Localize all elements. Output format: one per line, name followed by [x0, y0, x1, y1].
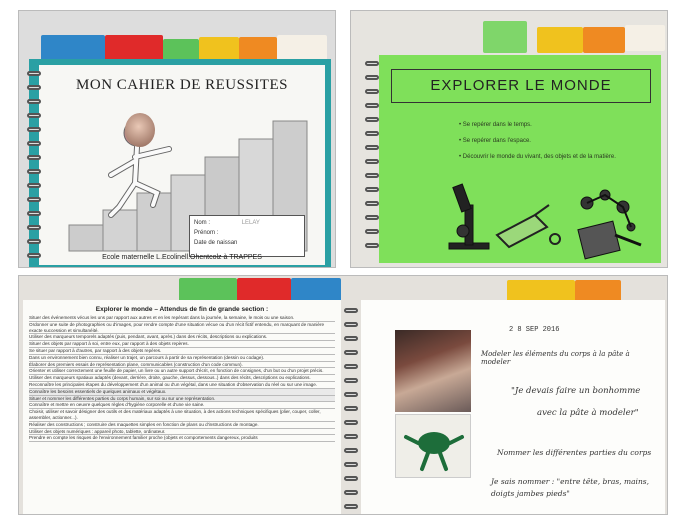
notebook-spiral — [344, 304, 358, 514]
cover-school: Ecole maternelle L.Ecolinell.Ohentcolz à TRAPPES — [102, 254, 262, 261]
explore-page — [379, 55, 661, 263]
list-item: Situer et nommer les différentes parties du corps humain, sur soi ou sur une représentation. — [29, 396, 335, 403]
cover-label-box — [189, 215, 305, 257]
tab-blue — [41, 35, 105, 61]
note-quote-2: avec la pâte à modeler" — [537, 408, 639, 418]
name-label: Nom : — [194, 220, 211, 226]
modeling-photo — [395, 414, 471, 478]
photo-panel-cover — [18, 10, 336, 268]
note-quote-1: "Je devais faire un bonhomme — [511, 386, 641, 396]
clay-figure — [396, 415, 472, 479]
birth-label: Date de naissan — [194, 240, 238, 246]
photo-panel-explore — [350, 10, 668, 268]
list-item: Utiliser des objets numériques : appareil photo, tablette, ordinateur. — [29, 429, 335, 436]
tab-white — [277, 35, 327, 61]
list-item: Connaître les besoins essentiels de quelques animaux et végétaux. — [29, 389, 335, 396]
bullet-3: • Découvrir le monde du vivant, des objets et de la matière. — [459, 154, 616, 160]
list-item: Situer des événements vécus les uns par rapport aux autres et en les repérant dans la journée, la semaine, le mois ou une saison. — [29, 315, 335, 322]
photo-panel-notebook — [18, 275, 668, 515]
list-item: Prendre en compte les risques de l'environnement familier proche (objets et comportements dangereux, produits — [29, 435, 335, 442]
name-value: LELAY — [241, 220, 260, 226]
list-item: Élaborer des premiers essais de représentation plane, communicables (construction d'un code commun). — [29, 362, 335, 369]
tab-cream-top — [625, 25, 665, 51]
explore-spiral — [365, 59, 379, 259]
list-item: Utiliser des marqueurs spatiaux adaptés (devant, derrière, droite, gauche, dessus, dessous..) dans des récits, descriptions ou explications. — [29, 375, 335, 382]
list-item: Se situer par rapport à d'autres, par rapport à des objets repères. — [29, 348, 335, 355]
list-item: Choisir, utiliser et savoir désigner des outils et des matériaux adaptés à une situation, à des actions techniques spécifiques (plier, couper, coller, assembler, actionner...). — [29, 409, 335, 422]
cover-spiral — [27, 67, 41, 263]
list-item: Ordonner une suite de photographies ou d'images, pour rendre compte d'une situation vécue ou d'un récit fictif entendu, en marquant de manière exacte succession et simultanéité. — [29, 322, 335, 335]
tab-green-top — [483, 21, 527, 53]
right-page — [361, 300, 665, 514]
note-date: 2 8 SEP 2016 — [509, 326, 560, 334]
tab-yellow-top — [537, 27, 583, 53]
note-line-3: Nommer les différentes parties du corps — [497, 448, 652, 457]
criteria-list — [29, 315, 335, 442]
bullet-1: • Se repérer dans le temps. — [459, 122, 532, 128]
list-item: Orienter et utiliser correctement une feuille de papier, un livre ou un autre support d'écrit, en fonction de consignes, d'un but ou d'un projet précis. — [29, 368, 335, 375]
list-header: Explorer le monde – Attendus de fin de grande section : — [95, 306, 269, 313]
cover-sheet — [39, 65, 325, 265]
child-photo — [395, 330, 471, 412]
firstname-label: Prénom : — [194, 230, 219, 236]
science-illustrations — [379, 55, 661, 263]
cover-title: MON CAHIER DE REUSSITES — [76, 77, 288, 93]
note-line-4: Je sais nommer : "entre tête, bras, mains, doigts jambes pieds" — [491, 477, 650, 498]
bullet-2: • Se repérer dans l'espace. — [459, 138, 531, 144]
list-item: Utiliser des marqueurs temporels adaptés (puis, pendant, avant, après.) dans des récits, descriptions ou explications. — [29, 334, 335, 341]
list-item: Reconnaître les principales étapes du développement d'un animal ou d'un végétal, dans une situation d'observation du réel ou sur une image. — [29, 382, 335, 389]
note-line-1: Modeler les éléments du corps à la pâte à modeler — [481, 350, 630, 366]
list-item: Dans un environnement bien connu, réaliser un trajet, un parcours à partir de sa représentation (dessin ou codage). — [29, 355, 335, 362]
tab-orange-top — [583, 27, 625, 53]
list-item: Réaliser des constructions ; construire des maquettes simples en fonction de plans ou d'instructions de montage. — [29, 422, 335, 429]
list-item: Connaître et mettre en oeuvre quelques règles d'hygiène corporelle et d'une vie saine. — [29, 402, 335, 409]
left-page — [23, 300, 341, 514]
explore-title: EXPLORER LE MONDE — [430, 77, 612, 94]
list-item: Situer des objets par rapport à soi, entre eux, par rapport à des objets repères. — [29, 341, 335, 348]
cover-photo-face — [125, 113, 155, 147]
tab-red — [105, 35, 163, 61]
